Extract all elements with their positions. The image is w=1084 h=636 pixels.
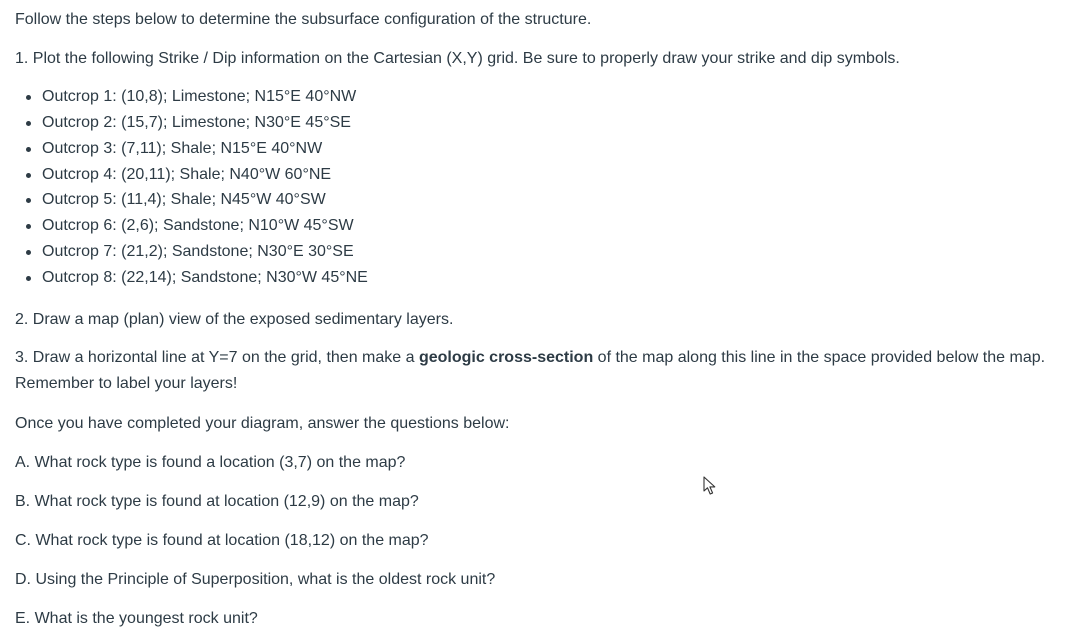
question-e: E. What is the youngest rock unit? (15, 610, 258, 627)
outcrop-4-text: Outcrop 4: (20,11); Shale; N40°W 60°NE (42, 165, 332, 183)
bullet-icon (26, 198, 31, 203)
outcrop-3-text: Outcrop 3: (7,11); Shale; N15°E 40°NW (42, 139, 323, 157)
bullet-icon (26, 250, 31, 255)
outcrop-2-text: Outcrop 2: (15,7); Limestone; N30°E 45°SE (42, 113, 351, 131)
list-item (15, 139, 368, 165)
step-2-text: 2. Draw a map (plan) view of the exposed sedimentary layers. (15, 311, 454, 328)
list-item (15, 268, 368, 294)
question-b: B. What rock type is found at location (12,9) on the map? (15, 493, 419, 510)
outcrop-8-text: Outcrop 8: (22,14); Sandstone; N30°W 45°NE (42, 268, 368, 286)
outcrop-list (15, 87, 368, 294)
bullet-icon (26, 95, 31, 100)
step-3-text (15, 345, 1077, 397)
outcrop-1-text: Outcrop 1: (10,8); Limestone; N15°E 40°NW (42, 88, 357, 105)
step-1-text: 1. Plot the following Strike / Dip information on the Cartesian (X,Y) grid. Be sure to properly draw your strike and dip symbols. (15, 50, 900, 67)
list-item (15, 190, 368, 216)
intro-text: Follow the steps below to determine the subsurface configuration of the structure. (15, 11, 592, 28)
list-item (15, 216, 368, 242)
list-item (15, 113, 368, 139)
questions-intro-text: Once you have completed your diagram, answer the questions below: (15, 415, 510, 432)
step-3-text-end: of the map along this line in the space provided below the map. Remember to label your layers! (15, 349, 1046, 392)
outcrop-5-text: Outcrop 5: (11,4); Shale; N45°W 40°SW (42, 191, 326, 209)
list-item (15, 87, 368, 113)
bullet-icon (26, 121, 31, 126)
bullet-icon (26, 173, 31, 178)
list-item (15, 242, 368, 268)
step-3-text-start: 3. Draw a horizontal line at Y=7 on the grid, then make a (15, 349, 419, 366)
bullet-icon (26, 147, 31, 152)
list-item (15, 165, 368, 191)
question-d: D. Using the Principle of Superposition, what is the oldest rock unit? (15, 571, 496, 588)
mouse-pointer-icon (703, 476, 717, 496)
question-c: C. What rock type is found at location (18,12) on the map? (15, 532, 429, 549)
bullet-icon (26, 276, 31, 281)
cross-section-term: geologic cross-section (418, 349, 594, 366)
outcrop-6-text: Outcrop 6: (2,6); Sandstone; N10°W 45°SW (42, 217, 354, 235)
bullet-icon (26, 224, 31, 229)
question-a: A. What rock type is found a location (3,7) on the map? (15, 454, 406, 471)
outcrop-7-text: Outcrop 7: (21,2); Sandstone; N30°E 30°SE (42, 243, 354, 261)
